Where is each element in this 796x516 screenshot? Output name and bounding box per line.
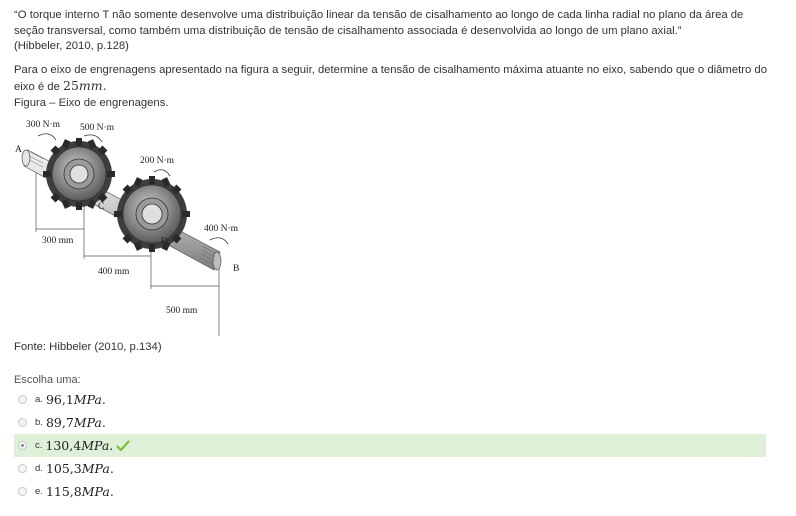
answer-letter: b.	[35, 417, 43, 428]
answer-unit: MPa	[81, 438, 110, 453]
gear-c	[43, 138, 115, 210]
answer-end: .	[109, 438, 114, 453]
question-citation: (Hibbeler, 2010, p.128)	[14, 40, 129, 52]
diameter-value: 25	[63, 78, 79, 93]
radio-icon[interactable]	[18, 464, 27, 473]
answer-option-d[interactable]	[14, 457, 766, 480]
figure-source: Fonte: Hibbeler (2010, p.134)	[14, 341, 162, 353]
radio-icon[interactable]	[18, 487, 27, 496]
answer-end: .	[101, 415, 106, 430]
question-quote: “O torque interno T não somente desenvolve uma distribuição linear da tensão de cisalhamento ao longo de cada linha radial no plano da área de seção transversal, como também uma distribuição de tensão de cisalhamento associada é desenvolvida ao longo de um plano axial.”	[14, 9, 744, 37]
diameter-end: .	[102, 78, 107, 93]
label-dist-1: 300 mm	[42, 236, 74, 246]
answer-option-b[interactable]	[14, 411, 766, 434]
answer-value: 130,4	[45, 438, 82, 453]
answer-value: 89,7	[45, 415, 74, 430]
check-icon	[116, 439, 130, 453]
answer-unit: MPa	[81, 484, 110, 499]
label-torque-b: 400 N·m	[204, 224, 239, 234]
answer-unit: MPa	[73, 392, 102, 407]
choices-prompt: Escolha uma:	[14, 374, 81, 386]
answer-value: 115,8	[45, 484, 82, 499]
label-point-b: B	[233, 264, 240, 274]
figure-caption: Figura – Eixo de engrenagens.	[14, 96, 169, 109]
radio-icon[interactable]	[18, 441, 27, 450]
label-point-d: D	[161, 237, 168, 247]
gear-d	[114, 176, 190, 252]
radio-icon[interactable]	[18, 395, 27, 404]
answer-letter: c.	[35, 440, 43, 451]
answer-unit: MPa	[73, 415, 102, 430]
answer-option-c[interactable]	[14, 434, 766, 457]
diameter-unit: mm	[78, 78, 103, 93]
gear-shaft-drawing	[14, 114, 254, 340]
answer-letter: e.	[35, 486, 43, 497]
answer-option-e[interactable]	[14, 480, 766, 503]
answer-option-a[interactable]	[14, 388, 766, 411]
label-point-c: C	[98, 202, 105, 212]
answer-list	[14, 388, 766, 503]
radio-icon[interactable]	[18, 418, 27, 427]
label-point-a: A	[15, 145, 22, 155]
label-dist-2: 400 mm	[98, 267, 130, 277]
label-torque-c: 500 N·m	[80, 123, 115, 133]
answer-end: .	[101, 392, 106, 407]
answer-letter: d.	[35, 463, 43, 474]
answer-value: 105,3	[45, 461, 82, 476]
answer-letter: a.	[35, 394, 43, 405]
question-text	[14, 8, 774, 111]
label-dist-3: 500 mm	[166, 306, 198, 316]
label-torque-a: 300 N·m	[26, 120, 61, 130]
label-torque-d: 200 N·m	[140, 156, 175, 166]
answer-unit: MPa	[81, 461, 110, 476]
question-prompt	[14, 63, 774, 96]
answer-value: 96,1	[45, 392, 74, 407]
answer-end: .	[109, 461, 114, 476]
gear-shaft-figure	[14, 114, 254, 340]
answer-end: .	[109, 484, 114, 499]
question-prompt-text: Para o eixo de engrenagens apresentado na figura a seguir, determine a tensão de cisalhamento máxima atuante no eixo, sabendo que o diâmetro do eixo é de	[14, 63, 768, 93]
